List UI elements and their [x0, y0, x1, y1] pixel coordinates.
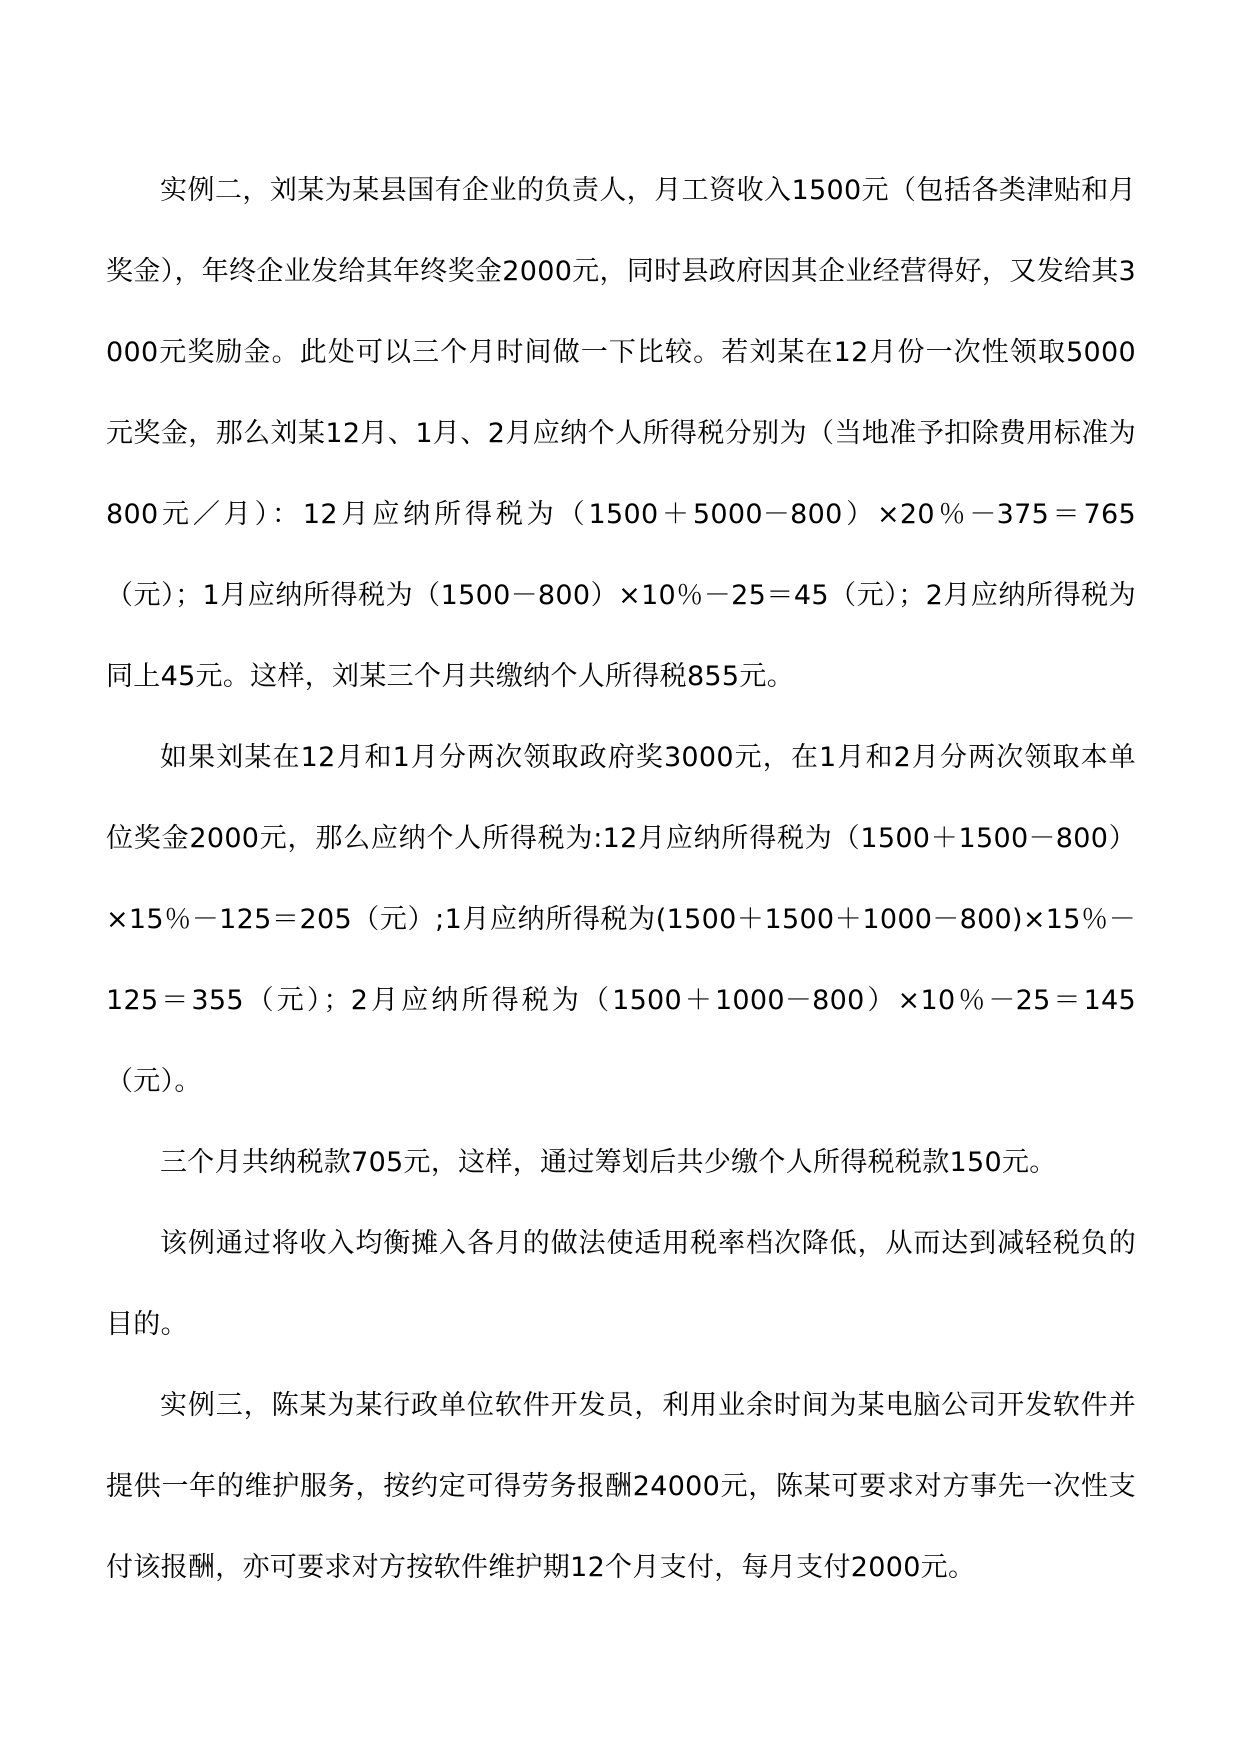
paragraph-example-three: 实例三，陈某为某行政单位软件开发员，利用业余时间为某电脑公司开发软件并提供一年的维护服务，按约定可得劳务报酬24000元，陈某可要求对方事先一次性支付该报酬，亦可要求对方按软件维护期12个月支付，每月支付2000元。	[106, 1390, 1136, 1583]
paragraph-total-tax: 三个月共纳税款705元，这样，通过筹划后共少缴个人所得税税款150元。	[160, 1147, 1057, 1178]
paragraph-example-two: 实例二，刘某为某县国有企业的负责人，月工资收入1500元（包括各类津贴和月奖金），年终企业发给其年终奖金2000元，同时县政府因其企业经营得好，又发给其3000元奖励金。此处可以三个月时间做一下比较。若刘某在12月份一次性领取5000元奖金，那么刘某12月、1月、2月应纳个人所得税分别为（当地准予扣除费用标准为800元／月）：12月应纳所得税为（1500＋5000－800）×20％－375＝765（元）；1月应纳所得税为（1500－800）×10％－25＝45（元）；2月应纳所得税为同上45元。这样，刘某三个月共缴纳个人所得税855元。	[106, 175, 1136, 692]
paragraph-conclusion: 该例通过将收入均衡摊入各月的做法使适用税率档次降低，从而达到减轻税负的目的。	[106, 1228, 1136, 1340]
paragraph-split-bonus: 如果刘某在12月和1月分两次领取政府奖3000元，在1月和2月分两次领取本单位奖金2000元，那么应纳个人所得税为:12月应纳所得税为（1500＋1500－800）×15％－125＝205（元）;1月应纳所得税为(1500＋1500＋1000－800)×15％－125＝355（元）；2月应纳所得税为（1500＋1000－800）×10％－25＝145（元）。	[106, 742, 1136, 1097]
document-body	[106, 150, 1136, 1608]
